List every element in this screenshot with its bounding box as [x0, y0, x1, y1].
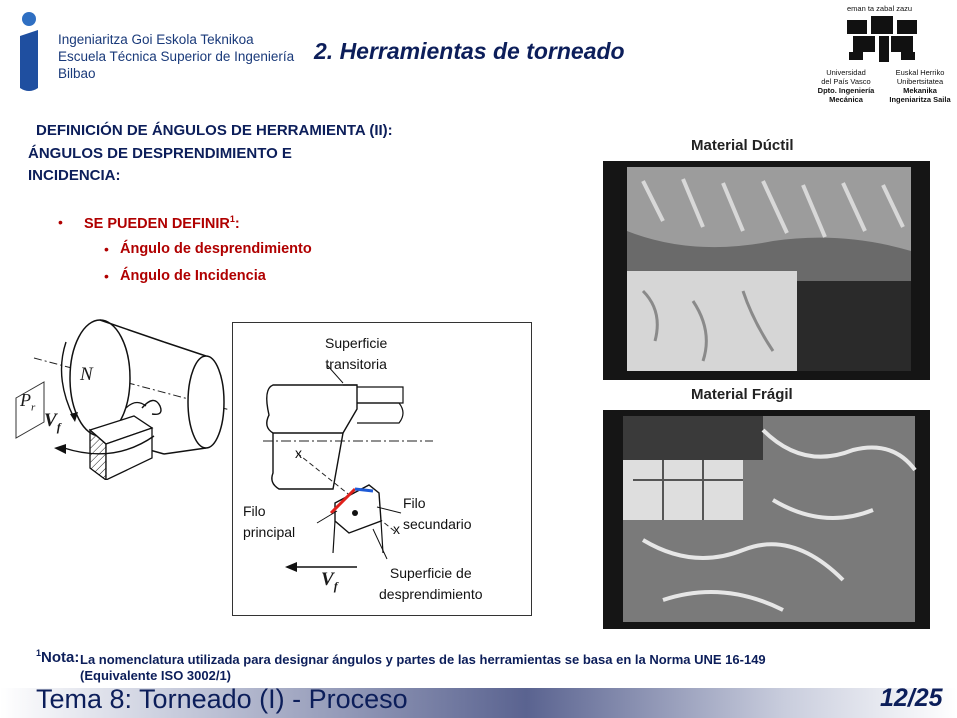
ductile-material-photo — [603, 161, 930, 380]
university-logo — [815, 4, 955, 102]
ductile-material-label: Material Dúctil — [691, 137, 794, 154]
feed-velocity-label: $V_f$ — [44, 410, 61, 434]
footer-topic-title: Tema 8: Torneado (I) - Proceso — [36, 684, 408, 714]
footnote-line-1: La nomenclatura utilizada para designar ángulos y partes de las herramientas se basa en la Norma UNE 16-149 — [80, 652, 766, 667]
bullet-marker: • — [104, 268, 109, 284]
cutting-geometry-diagram — [232, 322, 532, 616]
section-heading-line-1: DEFINICIÓN DE ÁNGULOS DE HERRAMIENTA (II): — [36, 122, 393, 139]
university-name-eu: Euskal Herriko Unibertsitatea Mekanika Ingeniaritza Saila — [889, 68, 951, 104]
university-name-es: Universidad del País Vasco Dpto. Ingeniería Mecánica — [817, 68, 875, 104]
university-motto: eman ta zabal zazu — [847, 4, 913, 13]
institution-line-eu: Ingeniaritza Goi Eskola Teknikoa — [58, 32, 254, 47]
institution-line-city: Bilbao — [58, 66, 96, 81]
section-x-upper-label: x — [295, 445, 302, 461]
lathe-turning-diagram — [14, 298, 236, 480]
brittle-material-label: Material Frágil — [691, 386, 793, 403]
filo-principal-label: Filo principal — [243, 503, 296, 540]
page-number: 12/25 — [880, 684, 943, 712]
slide-title: 2. Herramientas de torneado — [314, 38, 625, 64]
reference-plane-label: $P_r$ — [20, 390, 36, 414]
school-logo-mark — [10, 10, 48, 92]
section-heading-line-3: INCIDENCIA: — [28, 167, 121, 184]
filo-secundario-label: Filo secundario — [403, 495, 472, 532]
feed-velocity-label: $V_f$ — [321, 569, 338, 593]
sub-bullet-incidencia: Ángulo de Incidencia — [120, 268, 266, 284]
footnote-line-2: (Equivalente ISO 3002/1) — [80, 668, 232, 683]
bullet-marker: • — [58, 214, 63, 230]
section-heading-line-2: ÁNGULOS DE DESPRENDIMIENTO E — [28, 145, 292, 162]
superficie-desprendimiento-label: Superficie de desprendimiento — [379, 565, 483, 602]
university-emblem-icon — [845, 16, 919, 64]
institution-line-es: Escuela Técnica Superior de Ingeniería — [58, 49, 295, 64]
superficie-transitoria-label: Superficie transitoria — [325, 335, 388, 372]
rotation-n-label: N — [80, 364, 93, 385]
main-bullet: SE PUEDEN DEFINIR$^1$: — [84, 214, 240, 232]
footnote-label: $^1$Nota: — [36, 648, 80, 666]
section-x-lower-label: x — [393, 521, 400, 537]
brittle-material-photo — [603, 410, 930, 629]
sub-bullet-desprendimiento: Ángulo de desprendimiento — [120, 241, 312, 257]
bullet-marker: • — [104, 241, 109, 257]
